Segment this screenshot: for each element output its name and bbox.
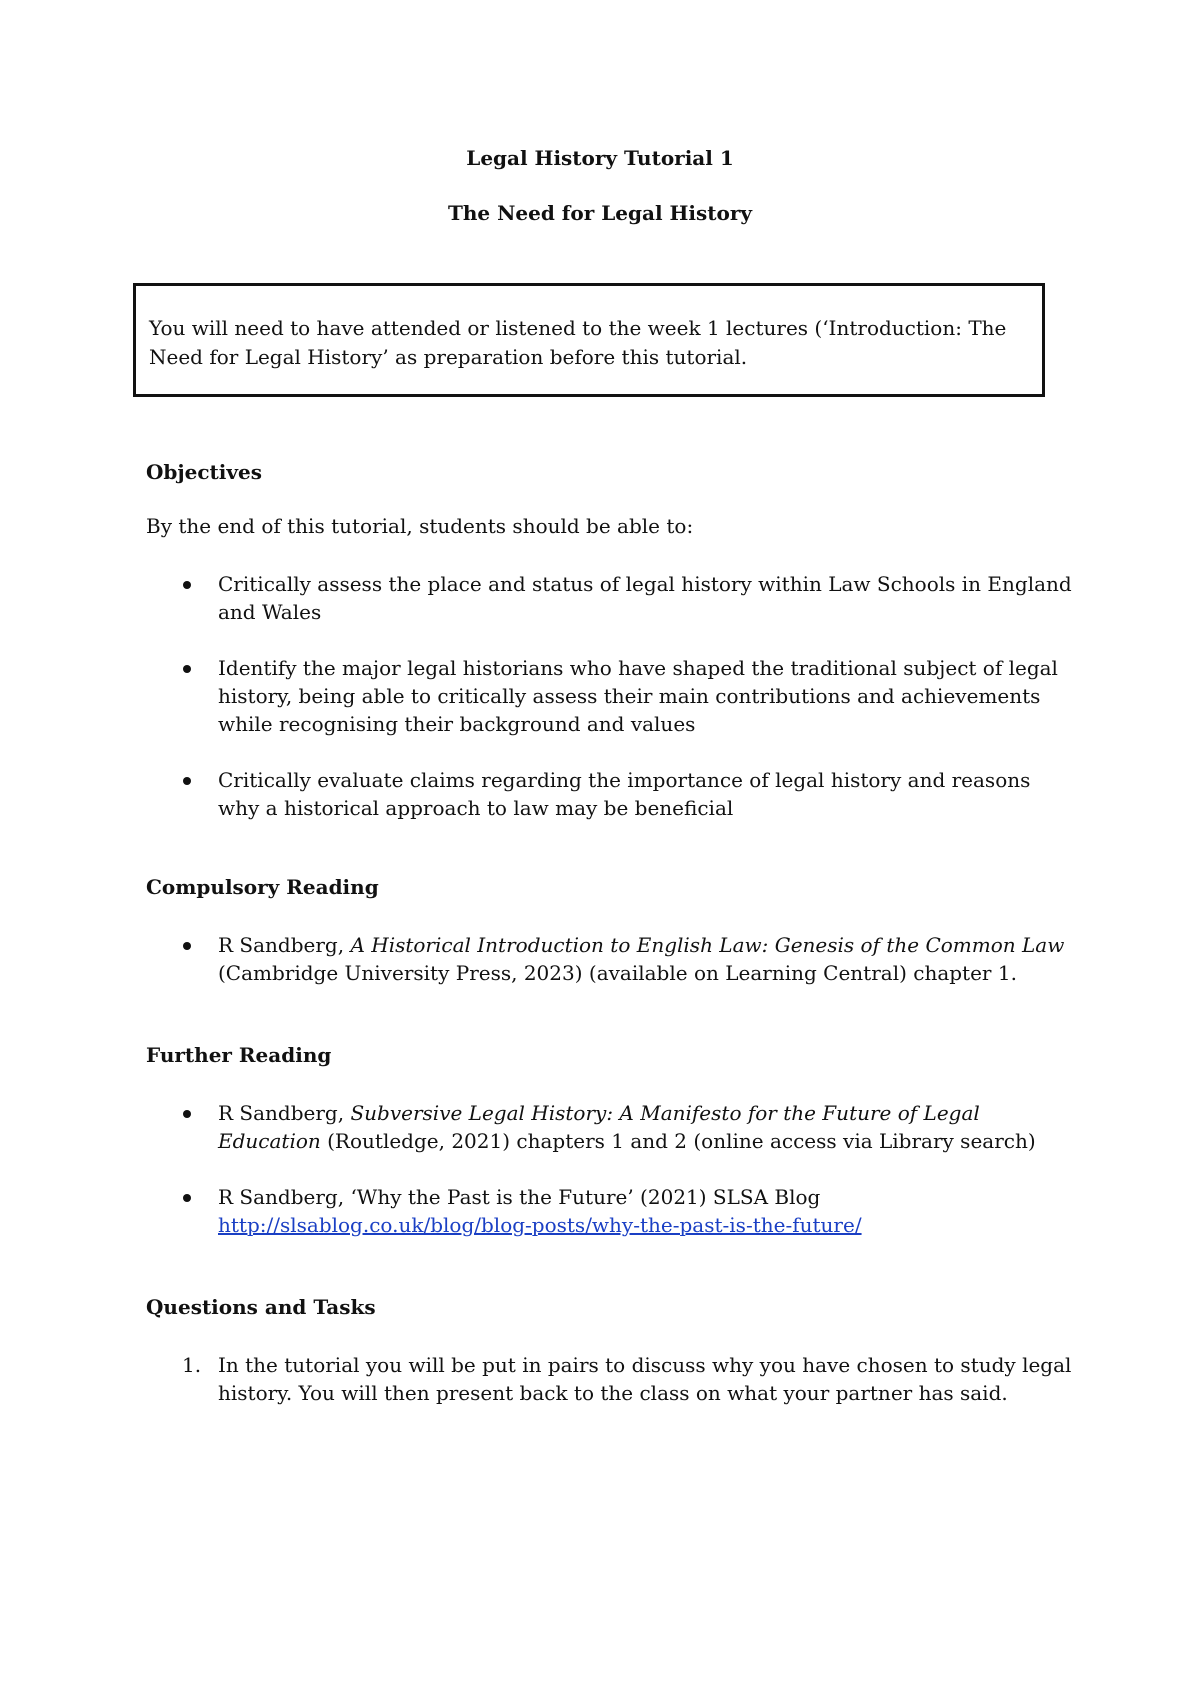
page-subtitle: The Need for Legal History — [447, 201, 752, 225]
further-reading-heading: Further Reading — [146, 1043, 332, 1067]
page-title: Legal History Tutorial 1 — [466, 146, 734, 170]
objective-text: Critically evaluate claims regarding the importance of legal history and reasons why a historical approach to law may be beneficial — [218, 768, 1031, 820]
bullet-icon — [183, 942, 191, 950]
reading-author: R Sandberg, — [218, 1101, 351, 1125]
reading-author: R Sandberg, — [218, 933, 351, 957]
preparation-notice-box — [133, 283, 1045, 397]
list-item — [146, 766, 1076, 822]
bullet-icon — [183, 1194, 191, 1202]
bullet-icon — [183, 665, 191, 673]
question-number: 1. — [182, 1353, 202, 1377]
compulsory-reading-list — [146, 931, 1076, 987]
list-item — [146, 654, 1076, 738]
compulsory-reading-heading: Compulsory Reading — [146, 875, 379, 899]
bullet-icon — [183, 1110, 191, 1118]
list-item — [146, 1351, 1076, 1407]
preparation-notice-text: You will need to have attended or listened to the week 1 lectures (‘Introduction: The Need for Legal History’ as preparation before this tutorial. — [149, 316, 1007, 369]
list-item — [146, 931, 1076, 987]
question-text: In the tutorial you will be put in pairs to discuss why you have chosen to study legal history. You will then present back to the class on what your partner has said. — [218, 1353, 1072, 1405]
list-item — [146, 570, 1076, 626]
list-item — [146, 1099, 1076, 1155]
further-reading-list — [146, 1099, 1076, 1239]
objective-text: Identify the major legal historians who have shaped the traditional subject of legal history, being able to critically assess their main contributions and achievements while recognising their background and values — [218, 656, 1058, 736]
questions-heading: Questions and Tasks — [146, 1295, 376, 1319]
reading-details: (Routledge, 2021) chapters 1 and 2 (online access via Library search) — [320, 1129, 1036, 1153]
objectives-list — [146, 570, 1076, 822]
reading-details: (Cambridge University Press, 2023) (available on Learning Central) chapter 1. — [218, 961, 1017, 985]
questions-list — [146, 1351, 1076, 1407]
bullet-icon — [183, 777, 191, 785]
reading-citation: R Sandberg, ‘Why the Past is the Future’ (2021) SLSA Blog — [218, 1185, 821, 1209]
objectives-intro: By the end of this tutorial, students should be able to: — [146, 514, 694, 538]
blog-post-link[interactable]: http://slsablog.co.uk/blog/blog-posts/why-the-past-is-the-future/ — [218, 1213, 862, 1237]
objective-text: Critically assess the place and status of legal history within Law Schools in England and Wales — [218, 572, 1072, 624]
reading-title: A Historical Introduction to English Law: Genesis of the Common Law — [350, 933, 1065, 957]
list-item — [146, 1183, 1076, 1239]
reading-title: Subversive Legal History: A Manifesto for the Future of Legal Education — [218, 1101, 980, 1153]
objectives-heading: Objectives — [146, 460, 262, 484]
bullet-icon — [183, 581, 191, 589]
